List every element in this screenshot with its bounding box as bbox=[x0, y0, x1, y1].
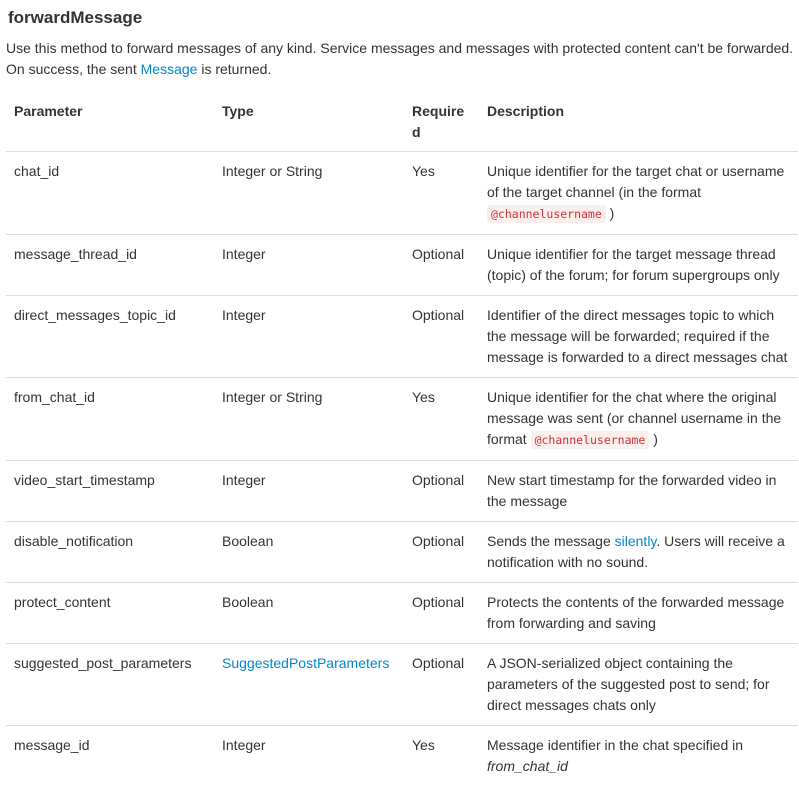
param-description-cell: Unique identifier for the chat where the original message was sent (or channel username in the format @channelusername ) bbox=[479, 378, 798, 461]
param-type-cell: Integer bbox=[214, 235, 404, 296]
param-required-cell: Yes bbox=[412, 163, 435, 179]
param-required-cell: Optional bbox=[404, 583, 479, 644]
param-description-cell: New start timestamp for the forwarded video in the message bbox=[479, 461, 798, 522]
table-row bbox=[6, 583, 798, 644]
param-description-cell: A JSON-serialized object containing the parameters of the suggested post to send; for direct messages chats only bbox=[479, 644, 798, 726]
param-description-cell: Unique identifier for the target chat or username of the target channel (in the format @channelusername ) bbox=[487, 163, 785, 221]
table-row bbox=[6, 235, 798, 296]
table-row bbox=[6, 378, 798, 461]
table-row bbox=[6, 461, 798, 522]
table-row bbox=[6, 296, 798, 378]
param-type-cell: Integer bbox=[214, 461, 404, 522]
param-name-cell: chat_id bbox=[14, 163, 60, 179]
param-name-cell: direct_messages_topic_id bbox=[6, 296, 214, 378]
param-name-cell: message_thread_id bbox=[6, 235, 214, 296]
table-row bbox=[6, 644, 798, 726]
param-required-cell: Yes bbox=[404, 726, 479, 787]
param-name-cell: protect_content bbox=[6, 583, 214, 644]
inline-link[interactable]: Message bbox=[140, 61, 198, 77]
param-type-cell: Integer or String bbox=[222, 163, 323, 179]
inline-emphasis: from_chat_id bbox=[487, 758, 568, 774]
param-type-cell: Integer bbox=[214, 296, 404, 378]
method-intro: Use this method to forward messages of any kind. Service messages and messages with protected content can't be forwarded. On success, the sent Message is returned. bbox=[6, 40, 794, 77]
param-type-cell: Integer bbox=[214, 726, 404, 787]
param-name-cell: message_id bbox=[6, 726, 214, 787]
column-header-parameter: Parameter bbox=[6, 93, 214, 152]
param-description-cell: Message identifier in the chat specified in from_chat_id bbox=[479, 726, 798, 787]
table-row bbox=[6, 152, 798, 235]
param-description-cell: Identifier of the direct messages topic to which the message will be forwarded; required if the message is forwarded to a direct messages chat bbox=[479, 296, 798, 378]
param-description-cell: Unique identifier for the target message thread (topic) of the forum; for forum supergroups only bbox=[479, 235, 798, 296]
param-required-cell: Optional bbox=[404, 644, 479, 726]
param-description-cell: Sends the message silently. Users will receive a notification with no sound. bbox=[479, 522, 798, 583]
column-header-required: Required bbox=[404, 93, 479, 152]
param-name-cell: video_start_timestamp bbox=[6, 461, 214, 522]
table-header-row bbox=[6, 93, 798, 152]
column-header-type: Type bbox=[214, 93, 404, 152]
param-required-cell: Optional bbox=[404, 296, 479, 378]
param-type-cell: Boolean bbox=[214, 522, 404, 583]
table-row bbox=[6, 726, 798, 787]
param-name-cell: from_chat_id bbox=[6, 378, 214, 461]
param-required-cell: Optional bbox=[404, 522, 479, 583]
inline-link[interactable]: silently bbox=[614, 533, 657, 549]
param-name-cell: suggested_post_parameters bbox=[6, 644, 214, 726]
table-row bbox=[6, 522, 798, 583]
column-header-description: Description bbox=[479, 93, 798, 152]
table-body bbox=[6, 152, 798, 787]
param-type-cell: Integer or String bbox=[214, 378, 404, 461]
parameters-table bbox=[6, 93, 798, 786]
param-type-cell bbox=[214, 644, 404, 726]
param-description-cell: Protects the contents of the forwarded message from forwarding and saving bbox=[479, 583, 798, 644]
param-required-cell: Optional bbox=[404, 235, 479, 296]
inline-code: @channelusername bbox=[531, 431, 650, 449]
method-title: forwardMessage bbox=[8, 8, 143, 27]
param-type-cell: Boolean bbox=[214, 583, 404, 644]
inline-code: @channelusername bbox=[487, 205, 606, 223]
inline-link[interactable]: SuggestedPostParameters bbox=[222, 655, 390, 671]
param-required-cell: Yes bbox=[404, 378, 479, 461]
param-name-cell: disable_notification bbox=[6, 522, 214, 583]
param-required-cell: Optional bbox=[404, 461, 479, 522]
